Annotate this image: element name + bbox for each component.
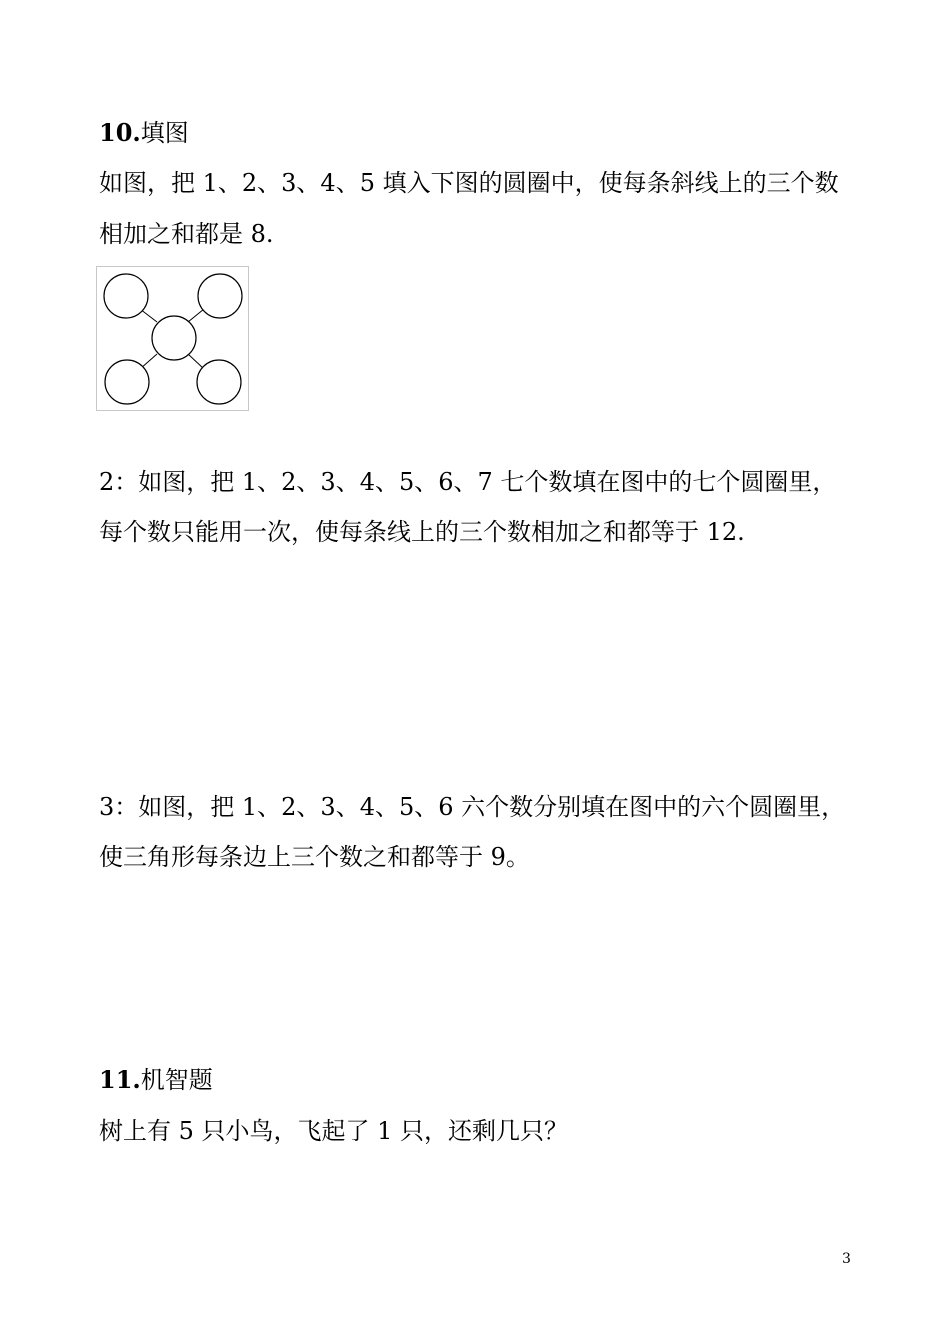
section-11-number: 11. bbox=[99, 1065, 141, 1094]
section-10-number: 10. bbox=[99, 118, 141, 147]
problem-3-line-1: 3：如图，把 1、2、3、4、5、6 六个数分别填在图中的六个圆圈里， bbox=[99, 793, 846, 821]
circle-center[interactable] bbox=[152, 316, 196, 360]
connector-bottom-right bbox=[188, 354, 204, 369]
circle-diagram-figure bbox=[96, 266, 249, 411]
circle-top-left[interactable] bbox=[104, 274, 148, 318]
section-11-question: 树上有 5 只小鸟，飞起了 1 只，还剩几只？ bbox=[99, 1117, 569, 1145]
circle-diagram bbox=[97, 267, 248, 410]
section-10-title: 填图 bbox=[140, 119, 189, 147]
connector-top-right bbox=[188, 309, 204, 322]
page-number: 3 bbox=[842, 1251, 851, 1267]
problem-1-line-2: 相加之和都是 8. bbox=[99, 220, 274, 248]
circle-bottom-right[interactable] bbox=[197, 360, 241, 404]
circle-bottom-left[interactable] bbox=[105, 360, 149, 404]
problem-3-line-2: 使三角形每条边上三个数之和都等于 9。 bbox=[99, 843, 530, 871]
section-10-heading bbox=[99, 118, 189, 148]
circle-top-right[interactable] bbox=[198, 274, 242, 318]
section-11-title: 机智题 bbox=[140, 1066, 213, 1094]
section-11-heading bbox=[99, 1065, 213, 1095]
problem-2-line-1: 2：如图，把 1、2、3、4、5、6、7 七个数填在图中的七个圆圈里， bbox=[99, 468, 837, 496]
problem-1-line-1: 如图，把 1、2、3、4、5 填入下图的圆圈中，使每条斜线上的三个数 bbox=[99, 169, 839, 197]
problem-2-line-2: 每个数只能用一次，使每条线上的三个数相加之和都等于 12. bbox=[99, 518, 745, 546]
